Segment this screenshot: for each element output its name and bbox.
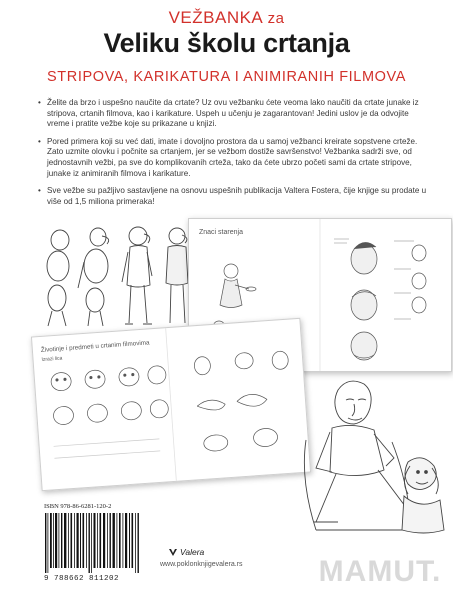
barcode-block: [40, 501, 146, 586]
sample-page-heading: Životinje i predmeti u crtanim filmovima: [40, 339, 150, 354]
description-list: [38, 98, 430, 214]
sample-page-animals: [31, 318, 311, 491]
book-subtitle: STRIPOVA, KARIKATURA I ANIMIRANIH FILMOVA: [47, 69, 406, 85]
barcode-icon: [43, 513, 143, 573]
overline-suffix: za: [267, 10, 285, 27]
overline-main: VEŽBANKA: [168, 8, 263, 27]
overline: [0, 8, 453, 28]
sample-page-heading: Znaci starenja: [199, 229, 243, 236]
ean-text: 9 788662 811202: [44, 575, 120, 583]
sample-page-subheading: Izrazi lica: [41, 355, 63, 363]
watermark-text: MAMUT.: [318, 555, 442, 588]
description-item: • Želite da brzo i uspešno naučite da crtate? Uz ovu vežbanku ćete veoma lako naučiti da crtate junake iz stripova, crtanih filmova, kao i karikature. Uspeh u učenju je zagarantovan! Jedini uslov je da odvojite vreme i pratite vežbe koje su prikazane u knjizi.: [38, 98, 430, 130]
publisher-website: www.poklonknjigevalera.rs: [160, 561, 243, 568]
publisher-name: Valera: [180, 547, 205, 557]
publisher-logo-icon: [168, 547, 178, 557]
book-title: Veliku školu crtanja: [103, 28, 350, 58]
description-item: • Pored primera koji su već dati, imate i dovoljno prostora da u samoj vežbanci kreirate sopstvene crteže. Zato uzmite olovku i počnite sa crtanjem, jer se vežbom dostiže savršenstvo! Vežbanka sadrži sve, od jednostavnih vežbi, pa sve do komplikovanih crteža, tako da ćete ubrzo početi sami da crtate stripove, junake iz animiranih filmova i karikature.: [38, 137, 430, 179]
isbn-text: ISBN 978-86-6281-120-2: [44, 503, 112, 510]
watermark-logo: [311, 553, 449, 589]
caricature-illustration: [296, 370, 450, 550]
construction-sketch-illustration: [40, 222, 190, 332]
animal-illustrations: [32, 319, 310, 490]
description-item: • Sve vežbe su pažljivo sastavljene na osnovu uspešnih publikacija Valtera Fostera, čije knjige su prodate u više od 1,5 miliona primeraka!: [38, 186, 430, 207]
